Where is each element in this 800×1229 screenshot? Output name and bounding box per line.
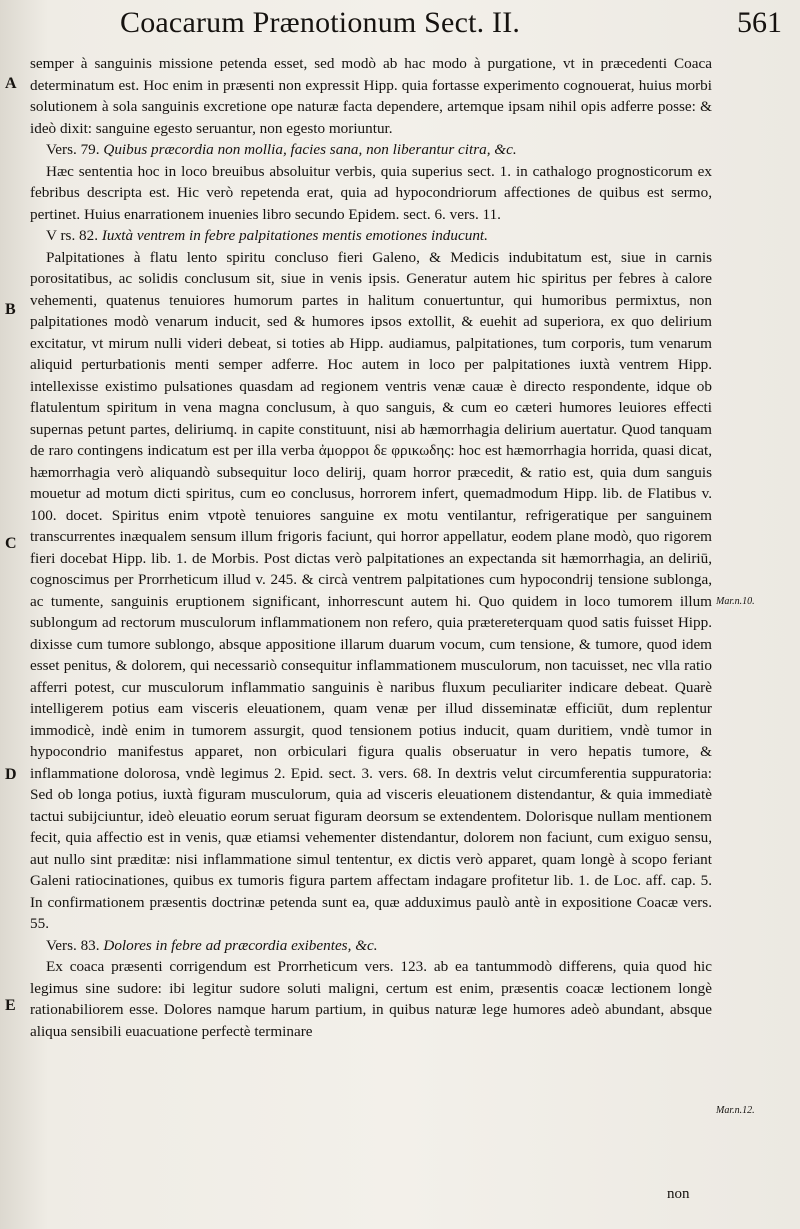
paragraph-commentary-83: Ex coaca præsenti corrigendum est Prorrheticum vers. 123. ab ea tantummodò differens, quia quod hic legimus sine sudore: ibi legitur sudore soluti maligni, certum est enim, præsentis coacæ lectionem longè rationabiliorem esse. Dolores namque harum partium, in quibus naturæ lege humores adeò abundant, absque aliqua sensibili euacuatione perfectè terminare <box>30 958 712 1040</box>
margin-note-mar-12: Mar.n.12. <box>716 1105 755 1116</box>
paragraph-commentary-79: Hæc sententia hoc in loco breuibus absoluitur verbis, quia superius sect. 1. in cathalogo prognosticorum ex febribus descripta est. Hic verò repetenda erat, quia ad hypocondriorum affectiones de quibus est sermo, pertinet. Huius enarrationem inuenies libro secundo Epidem. sect. 6. vers. 11. <box>30 162 712 223</box>
paragraph-commentary-82: Palpitationes à flatu lento spiritu concluso fieri Galeno, & Medicis indubitatum est, siue in carnis porositatibus, ac solidis conclusum sit, siue in venis ipsis. Generatur autem hic spiritus per febres à calore vehementi, quatenus tenuiores humorum partes in halitum conuertuntur, qui humoribus permixtus, non palpitationes modò venarum inducit, sed & humores ipsos extollit, & euehit ad superiora, ex quo delirium excitatur, vt mirum nulli videri debeat, si toties ab Hipp. audiamus, palpitationes, tum corporis, tum venarum aliquid perturbationis menti semper adferre. Hoc autem in loco per palpitationes iuxtà ventrem Hipp. intellexisse existimo pulsationes quasdam ad regionem ventris venæ cauæ è directo respondente, idque ob flatulentum spiritum in vena magna conclusum, à quo sanguis, & cum eo cæteri humores leuiores effecti supernas petunt partes, deliriumq. in capite constituunt, nisi ab hæmorrhagia delirium auertatur. Quod tanquam de raro contingens indicatum est per illa verba ἀμορροι δε φρικωδης: hoc est hæmorrhagia horrida, quasi dicat, hæmorrhagia verò aliquandò subsequitur loco delirij, quam horror præcedit, & ratio est, quia dum sanguis mouetur ad motum dicti spiritus, cum eo conclusus, horrorem infert, quemadmodum Hipp. lib. de Flatibus v. 100. docet. Spiritus enim vtpotè tenuiores sanguine ex motu ventilantur, refrigeratique per sanguinem transcurrentes inæqualem sensum illum frigoris faciunt, qui horror appellatur, eodem plane modò, quo rigorem fieri docebat Hipp. lib. 1. de Morbis. Post dictas verò palpitationes an expectanda sit hæmorrhagia, an deliriū, cognoscimus per Prorrheticum illud v. 245. & circà ventrem palpitationes cum hypocondrij tensione sublonga, ac tumente, sanguinis eruptionem significant, inhorrescunt autem hi. Quo quidem in loco tumorem illum sublongum ad rectorum musculorum inflammationem non refero, quia prætereterquam quod satis fuisset Hipp. dixisse cum tumore sublongo, absque appositione illarum duarum vocum, cum tensione, & tumore, quod idem esset penitus, & dolorem, qui necessariò consequitur inflammationem musculorum, non tacuisset, nec vlla ratio afferri potest, cur musculorum inflammatio sanguinis è naribus fluxum peculiariter indicare debeat. Quarè intelligerem potius eam visceris eleuationem, quam venæ per illud disseminatæ efficiūt, dum replentur immodicè, indè enim in tumorem assurgit, quod tensionem potius inducit, quam duritiem, vndè tumor in hypocondrio manifestus apparet, non orbiculari figura qualis obseruatur in vero hepatis tumore, & inflammatione dolorosa, vndè legimus 2. Epid. sect. 3. vers. 68. In dextris velut circumferentia suppuratoria: Sed ob longa potius, iuxtà figuram musculorum, quia ad visceris eleuationem distendantur, & quia immediatè tactui subijciuntur, ideò eleuatio eorum seruat figuram deorsum se extendentem. Dolorisque nullam mentionem fecit, quia affectio est in venis, quæ etiamsi vehementer distendantur, dolorem non faciunt, cum exiguo sensu, aut nullo sint præditæ: nisi inflammatione simul tententur, ex dictis verò apparet, quam longè à scopo feriant Galeni ratiocinationes, quibus ex tumoris figura partem affectam indagare profitetur lib. 1. de Loc. aff. cap. 5. In confirmationem præsentis doctrinæ petenda sunt ea, quæ adduximus paulò antè in expositione Coacæ vers. 55. <box>30 248 712 932</box>
verse-number: Vers. 83. <box>46 936 100 954</box>
verse-number: Vers. 79. <box>46 141 100 158</box>
page-body <box>30 53 712 1042</box>
verse-heading-82 <box>30 225 712 247</box>
running-head: Coacarum Prænotionum Sect. II. <box>120 6 521 39</box>
verse-lemma: Dolores in febre ad præcordia exibentes, &c. <box>103 936 378 954</box>
verse-lemma: Quibus præcordia non mollia, facies sana, non liberantur citra, &c. <box>103 141 517 158</box>
margin-letter-d: D <box>5 766 17 783</box>
margin-letter-c: C <box>5 535 17 552</box>
margin-letter-e: E <box>5 997 16 1014</box>
page-number: 561 <box>737 6 782 39</box>
verse-heading-83 <box>30 935 712 957</box>
page-header <box>0 4 800 48</box>
catchword: non <box>667 1186 690 1202</box>
margin-note-mar-10: Mar.n.10. <box>716 596 755 607</box>
verse-number: V rs. 82. <box>46 227 99 244</box>
margin-letter-a: A <box>5 75 17 92</box>
paragraph-continuation: semper à sanguinis missione petenda esset, sed modò ab hac modo à purgatione, vt in præcedenti Coaca determinatum est. Hoc enim in præsenti non expressit Hipp. quia fortasse experimento cognouerat, huius morbi solutionem à sola sanguinis excretione ope naturæ facta dependere, artemque ipsam nihil opis adferre posse: & ideò dixit: sanguine egesto seruantur, non egesto moriuntur. <box>30 55 712 137</box>
margin-letter-b: B <box>5 301 16 318</box>
verse-heading-79 <box>30 139 712 161</box>
verse-lemma: Iuxtà ventrem in febre palpitationes mentis emotiones inducunt. <box>101 227 488 244</box>
